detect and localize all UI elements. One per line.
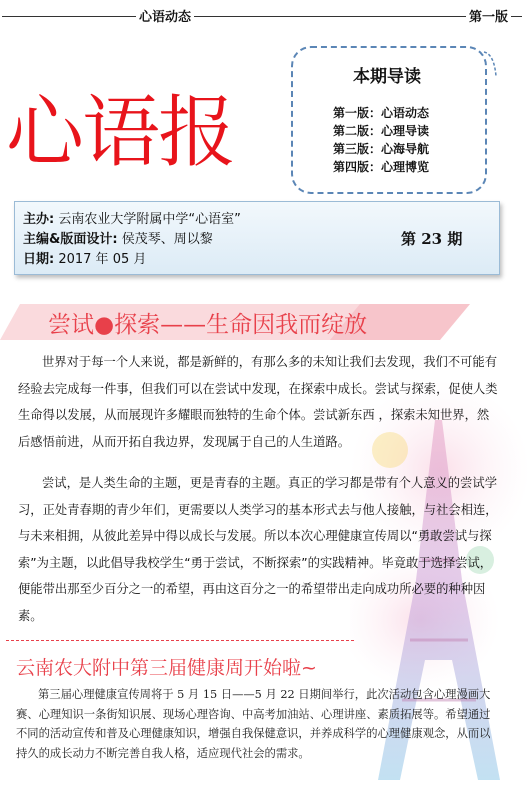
date-line — [23, 248, 146, 267]
editor-line — [23, 228, 213, 247]
section2-paragraph: 第三届心理健康宣传周将于 5 月 15 日——5 月 22 日期间举行，此次活动包含心理漫画大赛、心理知识一条街知识展、现场心理咨询、中高考加油站、心理讲座、素质拓展等。希望通过不同的活动宣传和普及心理健康知识，增强自我保健意识，并养成科学的心理健康观念，从而以持久的成长动力不断完善自我人格，适应现代社会的需求。 — [16, 688, 491, 760]
header-rule — [2, 16, 522, 17]
guide-item: 第一版：心语动态 — [333, 106, 430, 120]
section-divider — [6, 640, 354, 641]
guide-item: 第四版：心理博览 — [333, 160, 430, 174]
info-box — [14, 201, 500, 275]
host-value: 云南农业大学附属中学“心语室” — [58, 212, 241, 227]
header-section-label: 心语动态 — [136, 6, 194, 25]
section2-title: 云南农大附中第三届健康周开始啦~ — [16, 657, 317, 679]
masthead-title: 心语报 — [6, 88, 235, 178]
guide-box — [291, 46, 487, 194]
host-label: 主办: — [23, 212, 55, 227]
editor-label: 主编&版面设计: — [23, 232, 118, 247]
date-label: 日期: — [23, 252, 55, 267]
date-value: 2017 年 05 月 — [58, 252, 147, 267]
section1-paragraph: 尝试，是人类生命的主题，更是青春的主题。真正的学习都是带有个人意义的尝试学习，正处青春期的青少年们，更需要以人类学习的基本形式去与他人接触，与社会相连，与未来相拥，从彼此差异中得以成长与发展。所以本次心理健康宣传周以“勇敢尝试与探索”为主题，以此倡导我校学生“勇于尝试，不断探索”的实践精神。毕竟敢于选择尝试，便能带出那至少百分之一的希望，再由这百分之一的希望带出走向成功所必要的种种因素。 — [18, 476, 498, 623]
guide-title: 本期导读 — [353, 67, 421, 87]
guide-tail-icon — [482, 46, 502, 78]
section1-title: 尝试●探索——生命因我而绽放 — [48, 312, 368, 338]
section1-paragraph: 世界对于每一个人来说，都是新鲜的，有那么多的未知让我们去发现，我们不可能有经验去完成每一件事，但我们可以在尝试中发现，在探索中成长。尝试与探索，促使人类生命得以发展，从而展现许多耀眼而独特的生命个体。尝试新东西 ，探索未知世界，然后感悟前进，从而开拓自我边界，发现属于自己的人生道路。 — [18, 355, 498, 449]
host-line — [23, 208, 241, 227]
guide-item: 第二版：心理导读 — [333, 124, 430, 138]
header-page-label: 第一版 — [466, 6, 511, 25]
guide-item: 第三版：心海导航 — [333, 142, 430, 156]
issue-number: 第 23 期 — [401, 230, 463, 248]
editor-value: 侯茂琴、周以黎 — [121, 232, 213, 247]
